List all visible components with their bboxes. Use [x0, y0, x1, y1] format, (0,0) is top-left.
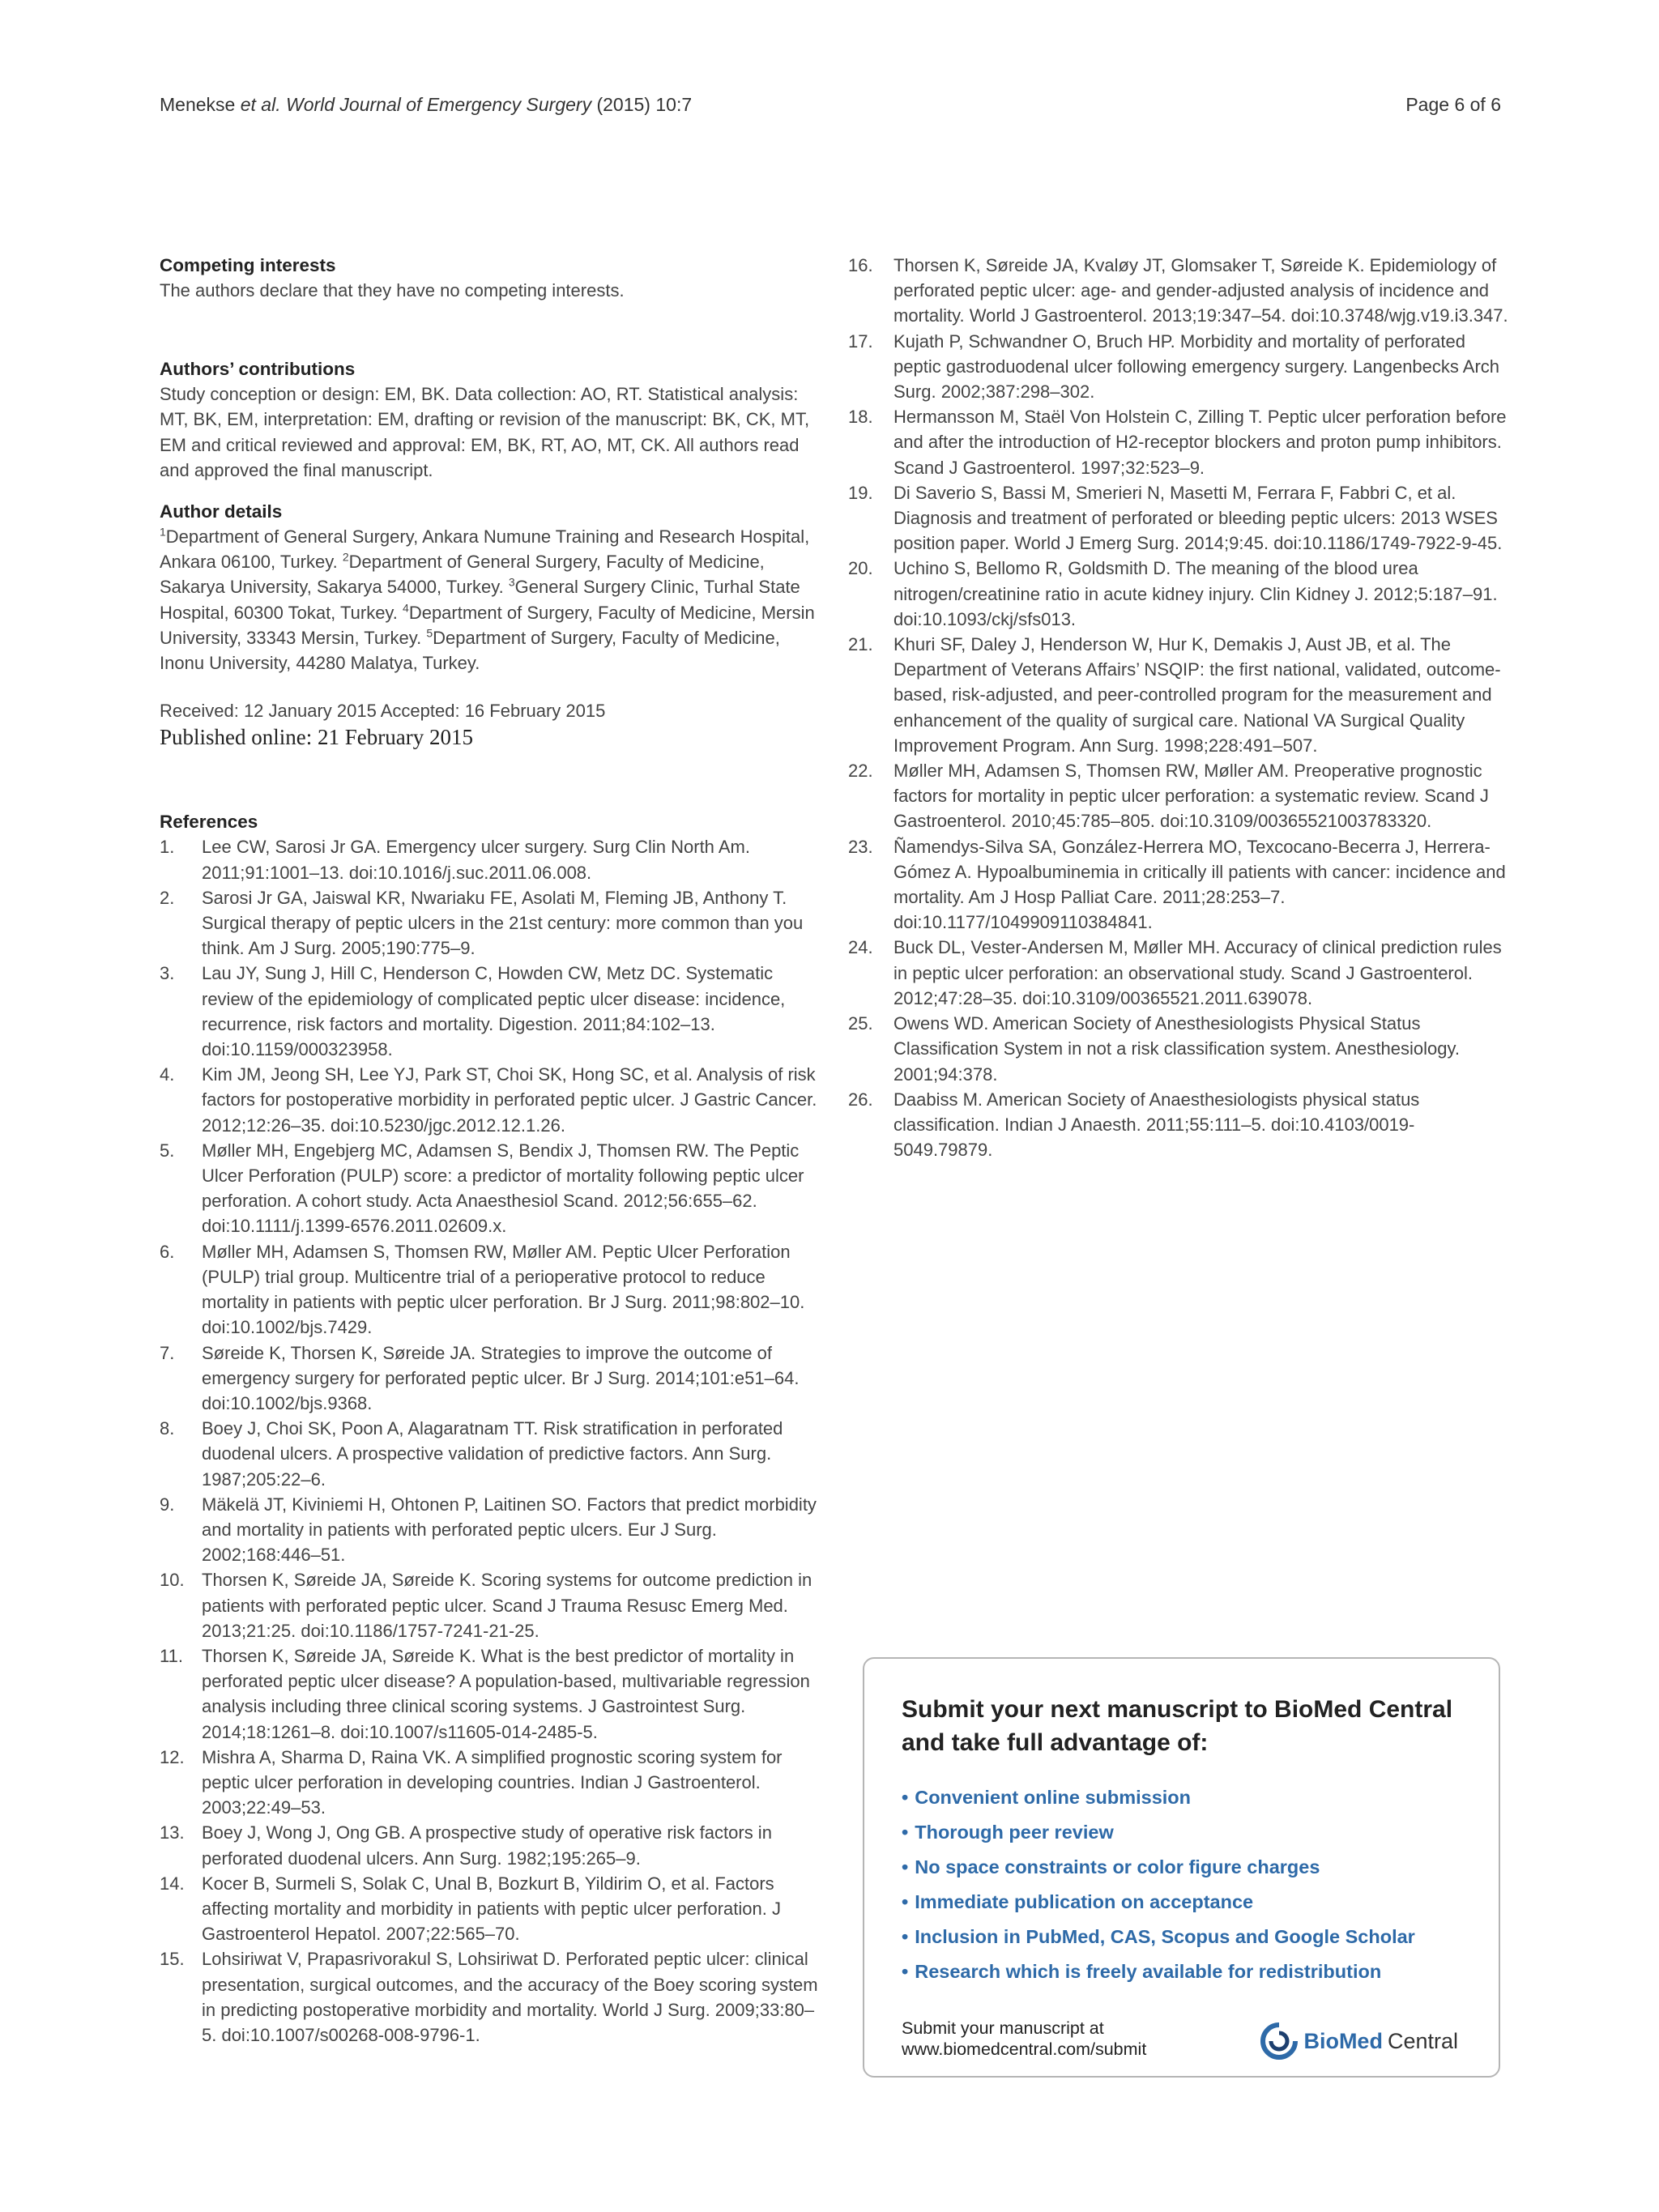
reference-item	[160, 1492, 820, 1568]
reference-text: Kim JM, Jeong SH, Lee YJ, Park ST, Choi SK, Hong SC, et al. Analysis of risk factors for postoperative morbidity in perforated peptic ulcer. J Gastric Cancer. 2012;12:26–35. doi:10.5230/jgc.2012.12.1.26.	[202, 1064, 817, 1136]
bullet-icon: •	[902, 1822, 909, 1843]
reference-item	[160, 1745, 820, 1821]
reference-text: Møller MH, Adamsen S, Thomsen RW, Møller AM. Preoperative prognostic factors for mortality in peptic ulcer perforation: a systematic review. Scand J Gastroenterol. 2010;45:785–805. doi:10.3109/00365521003783320.	[893, 761, 1489, 832]
bullet-icon: •	[902, 1787, 909, 1808]
reference-number: 22.	[848, 761, 873, 782]
reference-number: 7.	[160, 1342, 175, 1363]
authors-contributions-heading: Authors’ contributions	[160, 359, 356, 380]
reference-item	[160, 1138, 820, 1239]
author-details-text: $^1$Department of General Surgery, Ankara Numune Training and Research Hospital, Ankara 06100, Turkey. $^2$Department of General Surgery, Faculty of Medicine, Sakarya University, Sakarya 54000, Turkey. $^3$General Surgery Clinic, Turhal State Hospital, 60300 Tokat, Turkey. $^4$Department of Surgery, Faculty of Medicine, Mersin University, 33343 Mersin, Turkey. $^5$Department of Surgery, Faculty of Medicine, Inonu University, 44280 Malatya, Turkey.	[160, 525, 815, 674]
reference-item	[848, 480, 1508, 556]
biomed-central-promo-box	[863, 1657, 1500, 2078]
reference-number: 12.	[160, 1746, 185, 1767]
reference-item	[160, 1239, 820, 1340]
reference-text: Søreide K, Thorsen K, Søreide JA. Strategies to improve the outcome of emergency surgery for perforated peptic ulcer. Br J Surg. 2014;101:e51–64. doi:10.1002/bjs.9368.	[202, 1342, 800, 1413]
reference-text: Di Saverio S, Bassi M, Smerieri N, Masetti M, Ferrara F, Fabbri C, et al. Diagnosis and treatment of perforated or bleeding peptic ulcers: 2013 WSES position paper. World J Emerg Surg. 2014;9:45. doi:10.1186/1749-7922-9-45.	[893, 482, 1503, 554]
reference-text: Thorsen K, Søreide JA, Søreide K. What is the best predictor of mortality in perforated peptic ulcer disease? A population-based, multivariable regression analysis including three clinical scoring systems. J Gastrointest Surg. 2014;18:1261–8. doi:10.1007/s11605-014-2485-5.	[202, 1645, 810, 1742]
reference-item	[848, 253, 1508, 329]
reference-text: Thorsen K, Søreide JA, Søreide K. Scoring systems for outcome prediction in patients with perforated peptic ulcer. Scand J Trauma Resusc Emerg Med. 2013;21:25. doi:10.1186/1757-7241-21-25.	[202, 1570, 812, 1641]
reference-number: 23.	[848, 836, 873, 857]
reference-number: 15.	[160, 1949, 185, 1970]
author-details-heading: Author details	[160, 501, 283, 522]
competing-interests-heading: Competing interests	[160, 255, 336, 275]
reference-number: 26.	[848, 1089, 873, 1110]
reference-text: Thorsen K, Søreide JA, Kvaløy JT, Glomsaker T, Søreide K. Epidemiology of perforated peptic ulcer: age- and gender-adjusted analysis of incidence and mortality. World J Gastroenterol. 2013;19:347–54. doi:10.3748/wjg.v19.i3.347.	[893, 255, 1508, 326]
promo-bullet-text: Convenient online submission	[915, 1787, 1192, 1808]
reference-text: Lohsiriwat V, Prapasrivorakul S, Lohsiriwat D. Perforated peptic ulcer: clinical presentation, surgical outcomes, and the accuracy of the Boey scoring system in predicting postoperative morbidity and mortality. World J Surg. 2009;33:80–5. doi:10.1007/s00268-008-9796-1.	[202, 1949, 818, 2045]
reference-number: 25.	[848, 1013, 873, 1034]
reference-number: 4.	[160, 1064, 175, 1085]
bullet-icon: •	[902, 1856, 909, 1877]
header-citation: (2015) 10:7	[591, 94, 693, 115]
reference-number: 11.	[160, 1645, 183, 1666]
references-list-left	[160, 834, 820, 2048]
promo-bullet-item	[902, 1780, 1415, 1815]
promo-title: Submit your next manuscript to BioMed Central and take full advantage of:	[902, 1696, 1453, 1756]
reference-text: Lau JY, Sung J, Hill C, Henderson C, Howden CW, Metz DC. Systematic review of the epidemiology of complicated peptic ulcer disease: incidence, recurrence, risk factors and mortality. Digestion. 2011;84:102–13. doi:10.1159/000323958.	[202, 963, 786, 1060]
promo-bullet-text: Immediate publication on acceptance	[915, 1891, 1254, 1912]
reference-number: 1.	[160, 837, 175, 858]
reference-item	[848, 329, 1508, 405]
reference-text: Owens WD. American Society of Anesthesiologists Physical Status Classification System in not a risk classification system. Anesthesiology. 2001;94:378.	[893, 1013, 1460, 1085]
reference-text: Lee CW, Sarosi Jr GA. Emergency ulcer surgery. Surg Clin North Am. 2011;91:1001–13. doi:10.1016/j.suc.2011.06.008.	[202, 837, 750, 883]
promo-bullet-text: Inclusion in PubMed, CAS, Scopus and Google Scholar	[915, 1926, 1415, 1947]
reference-number: 21.	[848, 634, 873, 655]
promo-bullet-item	[902, 1885, 1415, 1920]
page-header	[160, 94, 1501, 116]
reference-text: Mishra A, Sharma D, Raina VK. A simplified prognostic scoring system for peptic ulcer perforation in developing countries. Indian J Gastroenterol. 2003;22:49–53.	[202, 1746, 783, 1818]
references-heading: References	[160, 812, 258, 833]
reference-item	[160, 1820, 820, 1870]
reference-number: 9.	[160, 1494, 175, 1515]
biomed-central-logo	[1260, 2022, 1458, 2061]
reference-text: Boey J, Wong J, Ong GB. A prospective study of operative risk factors in perforated duodenal ulcers. Ann Surg. 1982;195:265–9.	[202, 1822, 772, 1869]
reference-number: 17.	[848, 330, 873, 352]
reference-text: Daabiss M. American Society of Anaesthesiologists physical status classification. Indian J Anaesth. 2011;55:111–5. doi:10.4103/0019-5049.79879.	[893, 1089, 1420, 1161]
reference-number: 6.	[160, 1241, 175, 1262]
promo-bullet-list	[902, 1780, 1415, 1989]
logo-biomed-text: BioMed	[1303, 2028, 1383, 2053]
bullet-icon: •	[902, 1961, 909, 1982]
published-date: Published online: 21 February 2015	[160, 725, 473, 750]
reference-text: Møller MH, Adamsen S, Thomsen RW, Møller AM. Peptic Ulcer Perforation (PULP) trial group. Multicentre trial of a perioperative protocol to reduce mortality in patients with peptic ulcer perforation. Br J Surg. 2011;98:802–10. doi:10.1002/bjs.7429.	[202, 1241, 805, 1338]
competing-interests-text: The authors declare that they have no competing interests.	[160, 280, 625, 300]
logo-central-text: Central	[1387, 2028, 1458, 2053]
reference-item	[160, 1567, 820, 1643]
reference-text: Hermansson M, Staël Von Holstein C, Zilling T. Peptic ulcer perforation before and after the introduction of H2-receptor blockers and proton pump inhibitors. Scand J Gastroenterol. 1997;32:523–9.	[893, 407, 1507, 478]
reference-item	[848, 556, 1508, 632]
promo-bullet-text: Research which is freely available for redistribution	[915, 1961, 1382, 1982]
header-authors: Menekse	[160, 94, 236, 115]
reference-item	[160, 885, 820, 961]
running-title	[160, 94, 692, 116]
reference-number: 18.	[848, 407, 873, 428]
reference-number: 24.	[848, 937, 873, 958]
reference-item	[160, 1871, 820, 1947]
reference-number: 8.	[160, 1418, 175, 1439]
promo-bullet-item	[902, 1815, 1415, 1850]
submit-line-1: Submit your manuscript at	[902, 2018, 1104, 2038]
reference-number: 3.	[160, 963, 175, 984]
reference-text: Boey J, Choi SK, Poon A, Alagaratnam TT. Risk stratification in perforated duodenal ulcers. A prospective validation of predictive factors. Ann Surg. 1987;205:22–6.	[202, 1418, 783, 1490]
received-accepted-dates: Received: 12 January 2015 Accepted: 16 February 2015	[160, 701, 606, 722]
reference-item	[160, 1643, 820, 1745]
page-number: Page 6 of 6	[1405, 94, 1501, 115]
reference-text: Ñamendys-Silva SA, González-Herrera MO, Texcocano-Becerra J, Herrera-Gómez A. Hypoalbuminemia in critically ill patients with cancer: incidence and mortality. Am J Hosp Palliat Care. 2011;28:253–7. doi:10.1177/1049909110384841.	[893, 836, 1506, 933]
submit-url[interactable]: www.biomedcentral.com/submit	[902, 2039, 1147, 2059]
reference-item	[160, 961, 820, 1062]
header-etal: et al.	[235, 94, 281, 115]
reference-item	[160, 1416, 820, 1492]
biomed-swirl-icon	[1260, 2022, 1299, 2061]
reference-item	[848, 1087, 1508, 1163]
promo-bullet-item	[902, 1954, 1415, 1989]
reference-item	[848, 632, 1508, 758]
references-list-right	[848, 253, 1508, 1162]
authors-contributions-text: Study conception or design: EM, BK. Data collection: AO, RT. Statistical analysis: MT, BK, EM, interpretation: EM, drafting or revision of the manuscript: BK, CK, MT, EM and critical reviewed and approval: EM, BK, RT, AO, MT, CK. All authors read and approved the final manuscript.	[160, 384, 810, 480]
reference-item	[848, 1011, 1508, 1087]
promo-bullet-text: Thorough peer review	[915, 1822, 1114, 1843]
reference-item	[848, 935, 1508, 1011]
reference-text: Mäkelä JT, Kiviniemi H, Ohtonen P, Laitinen SO. Factors that predict morbidity and mortality in patients with perforated peptic ulcers. Eur J Surg. 2002;168:446–51.	[202, 1494, 817, 1566]
reference-number: 20.	[848, 558, 873, 579]
promo-bullet-item	[902, 1920, 1415, 1954]
submit-manuscript-text	[902, 2018, 1146, 2060]
reference-item	[848, 834, 1508, 936]
left-column	[160, 253, 820, 2048]
reference-text: Khuri SF, Daley J, Henderson W, Hur K, Demakis J, Aust JB, et al. The Department of Veterans Affairs’ NSQIP: the first national, validated, outcome-based, risk-adjusted, and peer-controlled program for the measurement and enhancement of the quality of surgical care. National VA Surgical Quality Improvement Program. Ann Surg. 1998;228:491–507.	[893, 634, 1501, 756]
promo-bullet-item	[902, 1850, 1415, 1885]
right-column	[848, 253, 1508, 1162]
reference-number: 19.	[848, 482, 873, 503]
reference-item	[848, 404, 1508, 480]
bullet-icon: •	[902, 1926, 909, 1947]
reference-number: 5.	[160, 1140, 175, 1161]
reference-number: 10.	[160, 1570, 185, 1591]
reference-text: Buck DL, Vester-Andersen M, Møller MH. Accuracy of clinical prediction rules in peptic ulcer perforation: an observational study. Scand J Gastroenterol. 2012;47:28–35. doi:10.3109/00365521.2011.639078.	[893, 937, 1502, 1008]
reference-item	[160, 1946, 820, 2048]
reference-item	[160, 834, 820, 884]
reference-text: Uchino S, Bellomo R, Goldsmith D. The meaning of the blood urea nitrogen/creatinine ratio in acute kidney injury. Clin Kidney J. 2012;5:187–91. doi:10.1093/ckj/sfs013.	[893, 558, 1498, 629]
reference-text: Sarosi Jr GA, Jaiswal KR, Nwariaku FE, Asolati M, Fleming JB, Anthony T. Surgical therapy of peptic ulcers in the 21st century: more common than you think. Am J Surg. 2005;190:775–9.	[202, 887, 804, 959]
header-journal: World Journal of Emergency Surgery	[280, 94, 592, 115]
reference-number: 14.	[160, 1873, 185, 1894]
reference-item	[160, 1340, 820, 1417]
reference-number: 13.	[160, 1822, 185, 1843]
reference-number: 2.	[160, 887, 175, 908]
reference-text: Møller MH, Engebjerg MC, Adamsen S, Bendix J, Thomsen RW. The Peptic Ulcer Perforation (PULP) score: a predictor of mortality following peptic ulcer perforation. A cohort study. Acta Anaesthesiol Scand. 2012;56:655–62. doi:10.1111/j.1399-6576.2011.02609.x.	[202, 1140, 804, 1237]
reference-text: Kujath P, Schwandner O, Bruch HP. Morbidity and mortality of perforated peptic gastroduodenal ulcer following emergency surgery. Langenbecks Arch Surg. 2002;387:298–302.	[893, 330, 1500, 403]
reference-text: Kocer B, Surmeli S, Solak C, Unal B, Bozkurt B, Yildirim O, et al. Factors affecting mortality and morbidity in patients with peptic ulcer perforation. J Gastroenterol Hepatol. 2007;22:565–70.	[202, 1873, 781, 1945]
reference-number: 16.	[848, 255, 873, 275]
reference-item	[848, 758, 1508, 834]
reference-item	[160, 1062, 820, 1138]
promo-bullet-text: No space constraints or color figure charges	[915, 1856, 1320, 1877]
bullet-icon: •	[902, 1891, 909, 1912]
